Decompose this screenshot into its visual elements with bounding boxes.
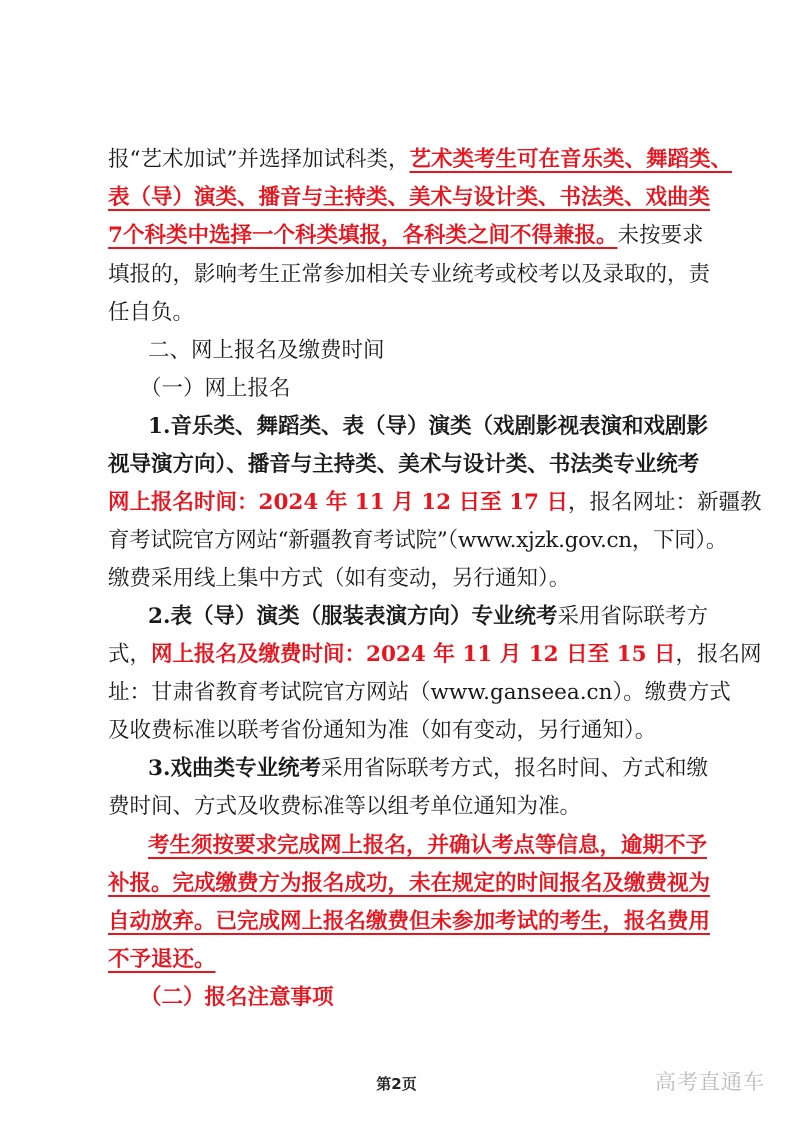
watermark: 高考直通车 <box>655 1070 765 1094</box>
paragraph-line: 填报的，影响考生正常参加相关专业统考或校考以及录取的，责 <box>108 262 711 287</box>
paragraph-line <box>108 218 704 254</box>
red-emphasis-text: 7个科类中选择一个科类填报，各科类之间不得兼报。 <box>108 223 618 248</box>
red-emphasis-line: 表（导）演类、播音与主持类、美术与设计类、书法类、戏曲类 <box>108 185 711 210</box>
body-text: ，报名网 <box>675 642 762 667</box>
paragraph-line <box>108 142 732 178</box>
bold-text: 2.表（导）演类（服装表演方向）专业统考 <box>148 604 558 629</box>
bold-text: 3.戏曲类专业统考 <box>148 756 321 781</box>
notice-line: 自动放弃。已完成网上报名缴费但未参加考试的考生，报名费用 <box>108 909 711 934</box>
red-emphasis-text: 网上报名及缴费时间：2024 年 11 月 12 日至 15 日 <box>151 642 676 667</box>
subsection-heading: （二）报名注意事项 <box>140 985 334 1010</box>
body-text: ，报名网址：新疆教 <box>568 490 762 515</box>
item1-line: 育考试院官方网站“新疆教育考试院”（www.xjzk.gov.cn，下同）。 <box>108 528 728 553</box>
item1-line: 视导演方向）、播音与主持类、美术与设计类、书法类专业统考 <box>108 452 700 477</box>
subsection-heading: （一）网上报名 <box>140 376 291 401</box>
item3-line: 费时间、方式及收费标准等以组考单位通知为准。 <box>108 794 582 819</box>
body-text: 未按要求 <box>617 223 704 248</box>
item2-line <box>108 637 762 673</box>
body-text: 报“艺术加试”并选择加试科类， <box>108 147 410 172</box>
notice-line: 补报。完成缴费方为报名成功，未在规定的时间报名及缴费视为 <box>108 871 711 896</box>
item3-line <box>148 751 738 787</box>
body-text: 采用省际联考方 <box>557 604 708 629</box>
item2-line: 及收费标准以联考省份通知为准（如有变动，另行通知）。 <box>108 718 657 743</box>
item1-line: 缴费采用线上集中方式（如有变动，另行通知）。 <box>108 566 571 591</box>
section-heading: 二、网上报名及缴费时间 <box>148 338 385 363</box>
notice-line: 不予退还。 <box>108 947 216 972</box>
page-number: 第2页 <box>376 1075 417 1093</box>
item2-line <box>148 599 738 635</box>
red-emphasis-text: 网上报名时间：2024 年 11 月 12 日至 17 日 <box>108 490 568 515</box>
item1-line <box>108 485 762 521</box>
item1-line: 1.音乐类、舞蹈类、表（导）演类（戏剧影视表演和戏剧影 <box>148 414 708 439</box>
item2-line: 址：甘肃省教育考试院官方网站（www.ganseea.cn）。缴费方式 <box>108 680 731 705</box>
notice-line: 考生须按要求完成网上报名，并确认考点等信息，逾期不予 <box>148 833 708 858</box>
paragraph-line: 任自负。 <box>108 300 195 325</box>
body-text: 式， <box>108 642 152 667</box>
body-text: 采用省际联考方式，报名时间、方式和缴 <box>320 756 708 781</box>
red-emphasis-text: 艺术类考生可在音乐类、舞蹈类、 <box>409 147 732 172</box>
